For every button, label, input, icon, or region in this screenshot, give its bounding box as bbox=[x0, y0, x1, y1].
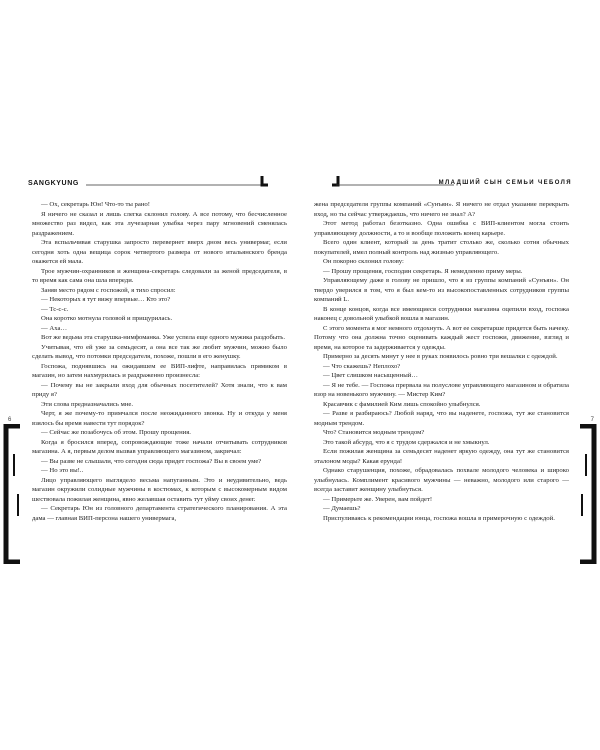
paragraph: — Секретарь Юн из головного департамента стратегического планирования. А эта дама — главная ВИП-персона нашего универмага, bbox=[32, 505, 287, 522]
paragraph: — Цвет слишком насыщенный… bbox=[323, 372, 418, 379]
header-title-left: SANGKYUNG bbox=[28, 180, 79, 187]
paragraph: С этого момента я мог немного отдохнуть. А вот ее секретарше придется быть начеку. Потому что она должна точно оценивать каждый жест госпожи, движение, взгляд и время, на которое та задерживается у одежды. bbox=[314, 324, 569, 351]
paragraph: Госпожа, поднявшись на ожидавшем ее ВИП-лифте, направилась прямиком в магазин, но затем нахмурилась и раздраженно произнесла: bbox=[32, 362, 287, 379]
paragraph: — Почему вы не закрыли вход для обычных посетителей? Хотя знали, что к вам приду я? bbox=[32, 381, 287, 398]
paragraph: — Аха… bbox=[41, 324, 68, 332]
paragraph: Черт, я же почему-то примчался после неожиданного звонка. Ну и откуда у меня взялось бы время навести тут порядок? bbox=[32, 410, 287, 427]
paragraph: — Вы разве не слышали, что сегодня сюда придет госпожа? Вы в своем уме? bbox=[41, 457, 262, 465]
header-rule-left bbox=[28, 170, 286, 194]
paragraph: — Прошу прощения, господин секретарь. Я немедленно приму меры. bbox=[323, 267, 523, 275]
paragraph: Это такой абсурд, что я с трудом сдержался и не хмыкнул. bbox=[323, 438, 490, 446]
paragraph: Учитывая, что ей уже за семьдесят, а она все так же любит мужчин, можно было сделать вывод, что потомки председателя, похоже, пошли в его женушку. bbox=[32, 343, 287, 360]
paragraph: — Я не тебе. — Госпожа прервала на полуслове управляющего магазином и обратила взор на новенького мужчину. — Мистер Ким? bbox=[314, 381, 569, 398]
paragraph: Красавчик с фамилией Ким лишь спокойно улыбнулся. bbox=[323, 400, 481, 408]
paragraph: — Думаешь? bbox=[323, 505, 361, 512]
paragraph: Примерно за десять минут у нее в руках появилось ровно три вешалки с одеждой. bbox=[323, 353, 558, 360]
left-page-body bbox=[32, 200, 287, 523]
paragraph: Я ничего не сказал и лишь слегка склонил голову. А все потому, что бесчисленное множество раз видел, как эта лучезарная улыбка через пару мгновений сменялась раздражением. bbox=[32, 210, 287, 237]
paragraph: Что? Становится модным трендом? bbox=[323, 429, 425, 436]
paragraph: Вот же ведьма эта старушка-нимфоманка. Уже успела еще одного мужика раздобыть. bbox=[41, 334, 286, 341]
paragraph: Она коротко мотнула головой и прищурилась. bbox=[41, 315, 173, 322]
paragraph: Эта вспыльчивая старушка запросто перевернет вверх дном весь универмаг, если сегодня хоть одна вещица сорок четвертого размера от нового итальянского бренда окажется ей мала. bbox=[32, 239, 287, 265]
paragraph: — Тс-с-с. bbox=[41, 305, 69, 313]
paragraph: — Но это вы!.. bbox=[41, 467, 84, 474]
paragraph: Трое мужчин-охранников и женщина-секретарь следовали за женой председателя, в то время как сама она шла впереди. bbox=[32, 267, 287, 284]
right-page-body bbox=[314, 200, 569, 523]
page-number-right: 7 bbox=[590, 417, 594, 423]
paragraph: — Ох, секретарь Юн! Что-то ты рано! bbox=[41, 201, 150, 208]
header-title-right: МЛАДШИЙ СЫН СЕМЬИ ЧЕБОЛЯ bbox=[438, 180, 572, 186]
paragraph: Однако старушенция, похоже, обрадовалась похвале молодого человека и широко улыбнулась. Комплимент красивого мужчины — неважно, молодого или старого — всегда заставит женщину улыбнуться. bbox=[314, 467, 569, 493]
paragraph: В конце концов, когда все имеющиеся сотрудники магазина оцепили вход, госпожа наконец с довольной улыбкой вошла в магазин. bbox=[314, 305, 569, 322]
paragraph: — Сейчас же позабочусь об этом. Прошу прощения. bbox=[41, 429, 191, 436]
paragraph: жена председателя группы компаний «Сунъян». Я ничего не отдал указание перекрыть вход, но ты сейчас утверждаешь, что ничего не знал? А? bbox=[314, 201, 569, 218]
paragraph: Он покорно склонил голову: bbox=[323, 258, 404, 265]
paragraph: Лицо управляющего выглядело весьма напуганным. Это и неудивительно, ведь магазин окружили солидные мужчины в костюмах, к которым с высокомерным видом шествовала пожилая женщина, явно желавшая оставить тут уйму своих денег. bbox=[32, 476, 287, 503]
paragraph: Этот метод работал безотказно. Одна ошибка с ВИП-клиентом могла стоить управляющему должности, а то и вообще положить конец карьере. bbox=[314, 220, 569, 237]
paragraph: — Некоторых я тут вижу впервые… Кто это? bbox=[41, 296, 171, 303]
paragraph: Управляющему даже в голову не пришло, что я из группы компаний «Сунъян». Он твердо уверился в том, что я был кем-то из высокопоставленных сотрудников группы компаний L. bbox=[314, 277, 569, 303]
paragraph: — Примерьте же. Уверен, вам пойдет! bbox=[323, 495, 433, 503]
bracket-ornament-left-icon bbox=[0, 424, 26, 564]
right-page bbox=[300, 0, 600, 750]
paragraph: Всего один клиент, который за день тратит столько же, сколько сотня обычных покупателей, имел полный контроль над жизнью управляющего. bbox=[314, 239, 569, 256]
paragraph: — Разве я разбираюсь? Любой наряд, что вы наденете, госпожа, тут же становится модным трендом. bbox=[314, 410, 569, 427]
paragraph: Приспуливаясь к рекомендации юнца, госпожа вошла в примерочную с одеждой. bbox=[323, 514, 555, 522]
paragraph: Если пожилая женщина за семьдесят наденет яркую одежду, она тут же становится эталоном моды? Какая ерунда! bbox=[314, 448, 569, 465]
paragraph: — Что скажешь? Неплохо? bbox=[323, 362, 401, 370]
page-number-left: 6 bbox=[8, 417, 12, 423]
paragraph: Эти слова предназначались мне. bbox=[41, 400, 134, 408]
paragraph: Когда я бросился вперед, сопровождающие тоже начали отчитывать сотрудников магазина. А я, первым делом вызвав управляющего магазином, закричал: bbox=[32, 438, 287, 455]
paragraph: Заняв место рядом с госпожой, я тихо спросил: bbox=[41, 286, 176, 294]
bracket-ornament-right-icon bbox=[574, 424, 600, 564]
